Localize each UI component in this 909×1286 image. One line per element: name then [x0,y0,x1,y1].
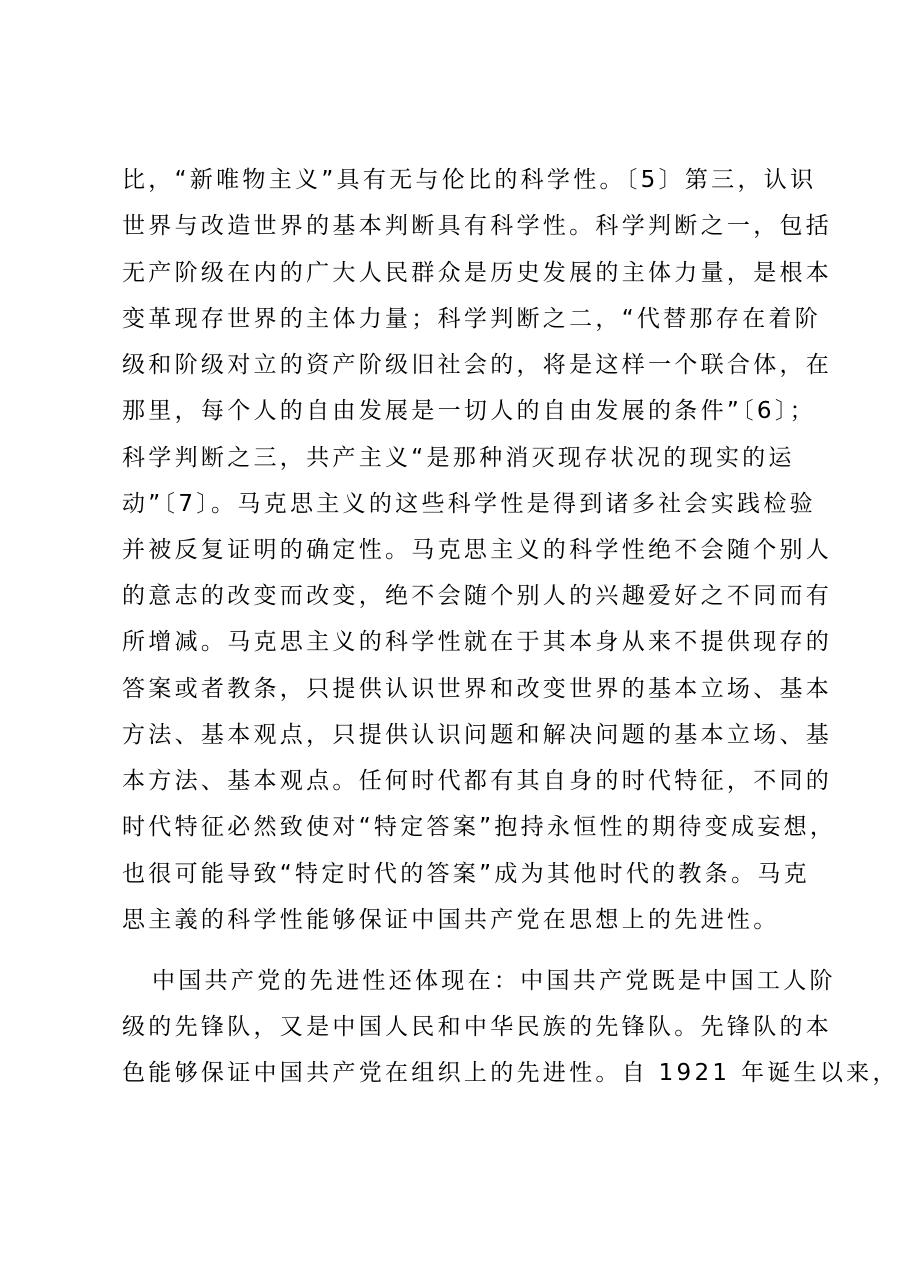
text-line: 变革现存世界的主体力量；科学判断之二，“代替那存在着阶 [122,306,822,332]
text-line: 中国共产党的先进性还体现在：中国共产党既是中国工人阶 [152,968,836,994]
text-line: 并被反复证明的确定性。马克思主义的科学性绝不会随个别人 [122,537,833,563]
text-line: 级的先锋队，又是中国人民和中华民族的先锋队。先锋队的本 [122,1014,833,1040]
text-line: 无产阶级在内的广大人民群众是历史发展的主体力量，是根本 [122,260,833,286]
text-line: 那里，每个人的自由发展是一切人的自由发展的条件”〔6〕； [122,398,816,424]
text-line: 比，“新唯物主义”具有无与伦比的科学性。〔5〕第三，认识 [122,167,817,193]
text-line: 色能够保证中国共产党在组织上的先进性。自 1921 年诞生以来， [122,1060,899,1086]
text-line: 思主義的科学性能够保证中国共产党在思想上的先进性。 [122,907,780,933]
text-line: 本方法、基本观点。任何时代都有其自身的时代特征，不同的 [122,768,833,794]
text-line: 所增减。马克思主义的科学性就在于其本身从来不提供现存的 [122,629,833,655]
text-line: 时代特征必然致使对“特定答案”抱持永恒性的期待变成妄想， [122,814,837,840]
text-line: 动”〔7〕。马克思主义的这些科学性是得到诸多社会实践检验 [122,491,816,517]
text-line: 科学判断之三，共产主义“是那种消灭现存状况的现实的运 [122,445,795,471]
text-line: 世界与改造世界的基本判断具有科学性。科学判断之一，包括 [122,213,833,239]
text-line: 的意志的改变而改变，绝不会随个别人的兴趣爱好之不同而有 [122,583,833,609]
text-line: 方法、基本观点，只提供认识问题和解决问题的基本立场、基 [122,722,833,748]
text-line: 也很可能导致“特定时代的答案”成为其他时代的教条。马克 [122,861,810,887]
text-line: 级和阶级对立的资产阶级旧社会的，将是这样一个联合体，在 [122,352,833,378]
text-line: 答案或者教条，只提供认识世界和改变世界的基本立场、基本 [122,676,833,702]
